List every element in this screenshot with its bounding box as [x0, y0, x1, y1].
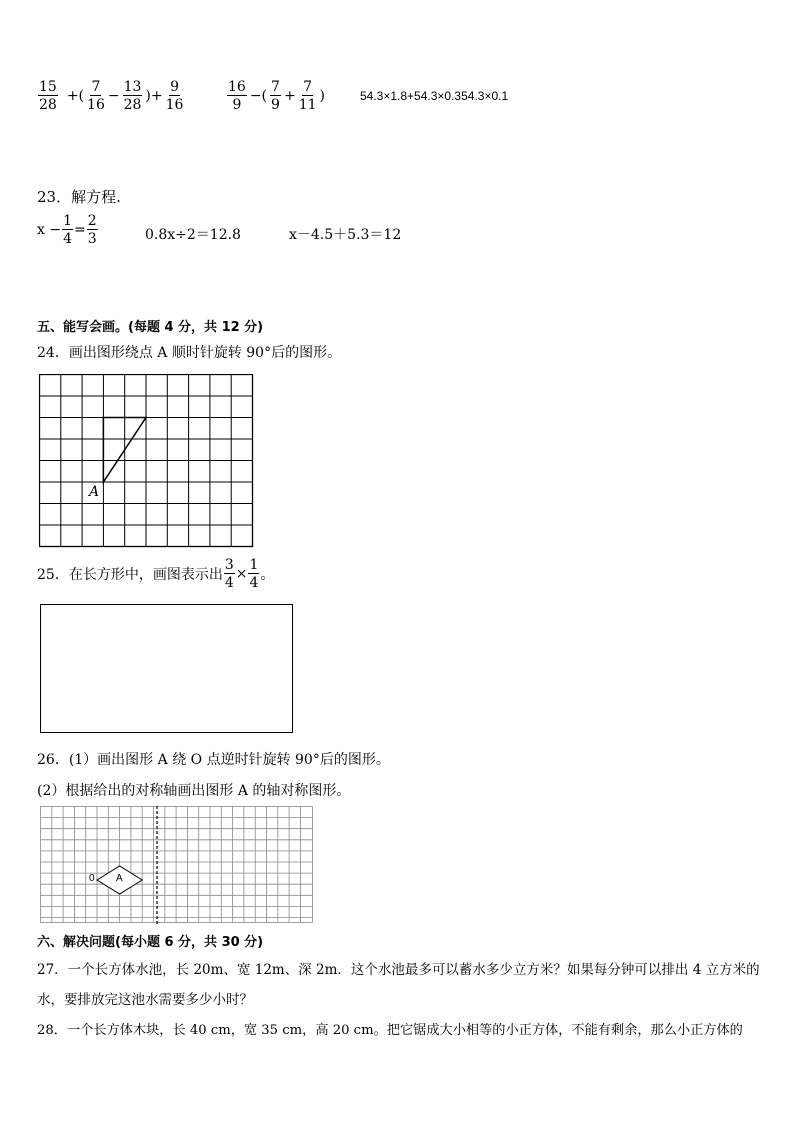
q26-shape-label: A [116, 873, 123, 884]
calc-expression-2: $\frac{16}{9}$ −( $\frac{7}{9}$ + $\frac{7}{11}$ ) [228, 79, 325, 113]
section-6-title: 六、解决问题(每小题 6 分，共 30 分) [37, 935, 264, 950]
q24-text: 24．画出图形绕点 A 顺时针旋转 90°后的图形。 [37, 345, 342, 361]
q23-title: 23．解方程. [37, 188, 121, 206]
q24-grid-svg [39, 374, 255, 548]
section-5-title: 五、能写会画。(每题 4 分，共 12 分) [37, 320, 264, 335]
q23-equation-3: x－4.5＋5.3＝12 [289, 227, 402, 243]
q25-text: 25．在长方形中，画图表示出 $\frac{3}{4}$ × $\frac{1}{4}$ 。 [37, 557, 275, 591]
q25-rectangle[interactable] [40, 604, 293, 733]
q26-o-label: 0 [89, 873, 95, 884]
q27-line-2: 水，要排放完这池水需要多少小时？ [37, 992, 253, 1008]
calc-expression-3: 54.3×1.8+54.3×0.354.3×0.1 [360, 89, 509, 103]
q27-line-1: 27．一个长方体水池，长 20m、宽 12m、深 2m．这个水池最多可以蓄水多少立方米？如果每分钟可以排出 4 立方米的 [37, 962, 760, 978]
q28-line-1: 28．一个长方体木块，长 40 cm，宽 35 cm，高 20 cm。把它锯成大小相等的小正方体，不能有剩余，那么小正方体的 [37, 1023, 743, 1038]
q24-grid [39, 374, 255, 548]
q24-point-label: A [89, 484, 100, 500]
q26-part-2: (2）根据给出的对称轴画出图形 A 的轴对称图形。 [37, 783, 351, 799]
q26-part-1: 26．(1）画出图形 A 绕 O 点逆时针旋转 90°后的图形。 [37, 752, 390, 768]
q23-equation-2: 0.8x÷2＝12.8 [145, 227, 241, 243]
q26-grid [40, 806, 314, 926]
q23-equation-1: x − $\frac{1}{4}$ = $\frac{2}{3}$ [37, 213, 97, 247]
q26-grid-svg [40, 806, 314, 926]
calc-expression-1: $\frac{15}{28}$ +( $\frac{7}{16}$ − $\frac{13}{28}$ )+ $\frac{9}{16}$ [39, 79, 184, 113]
